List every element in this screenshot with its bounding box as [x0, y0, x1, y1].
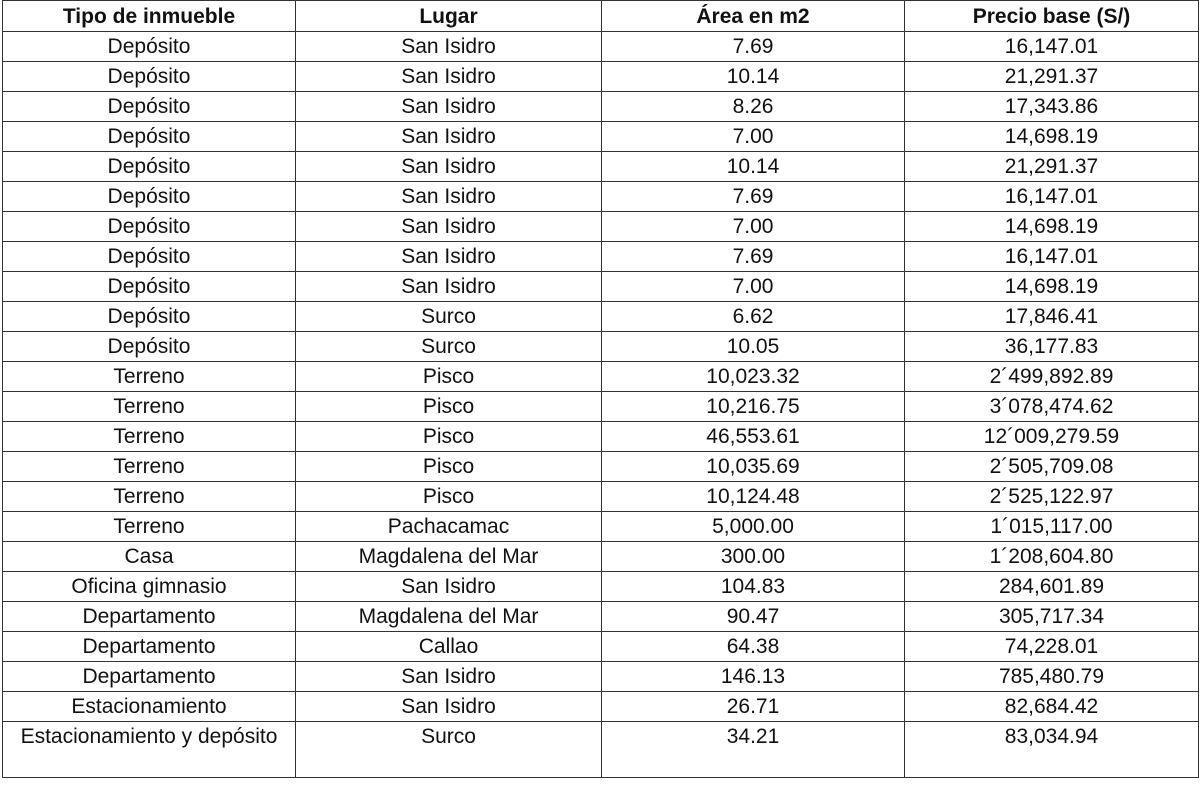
table-row — [3, 182, 1199, 212]
cell-area: 7.00 — [602, 272, 905, 302]
cell-lugar: San Isidro — [296, 62, 602, 92]
cell-area: 5,000.00 — [602, 512, 905, 542]
cell-area: 104.83 — [602, 572, 905, 602]
table-row — [3, 512, 1199, 542]
cell-area: 300.00 — [602, 542, 905, 572]
cell-area: 7.00 — [602, 122, 905, 152]
cell-precio: 16,147.01 — [905, 242, 1199, 272]
cell-precio: 83,034.94 — [905, 722, 1199, 778]
cell-area: 90.47 — [602, 602, 905, 632]
cell-lugar: Magdalena del Mar — [296, 542, 602, 572]
cell-tipo: Depósito — [3, 122, 296, 152]
cell-precio: 36,177.83 — [905, 332, 1199, 362]
cell-lugar: San Isidro — [296, 272, 602, 302]
cell-tipo: Terreno — [3, 362, 296, 392]
cell-precio: 82,684.42 — [905, 692, 1199, 722]
cell-tipo: Terreno — [3, 392, 296, 422]
cell-tipo: Depósito — [3, 302, 296, 332]
table-row — [3, 572, 1199, 602]
cell-area: 10,216.75 — [602, 392, 905, 422]
table-row — [3, 452, 1199, 482]
table-row — [3, 632, 1199, 662]
cell-tipo: Estacionamiento y depósito — [3, 722, 296, 778]
table-row — [3, 272, 1199, 302]
cell-area: 10,023.32 — [602, 362, 905, 392]
cell-precio: 2´525,122.97 — [905, 482, 1199, 512]
cell-lugar: Surco — [296, 302, 602, 332]
cell-lugar: San Isidro — [296, 662, 602, 692]
cell-lugar: Surco — [296, 332, 602, 362]
table-row — [3, 602, 1199, 632]
cell-lugar: San Isidro — [296, 32, 602, 62]
table-row — [3, 362, 1199, 392]
cell-precio: 2´505,709.08 — [905, 452, 1199, 482]
cell-tipo: Casa — [3, 542, 296, 572]
cell-area: 10.14 — [602, 62, 905, 92]
table-row — [3, 662, 1199, 692]
cell-precio: 74,228.01 — [905, 632, 1199, 662]
cell-tipo: Depósito — [3, 242, 296, 272]
cell-lugar: San Isidro — [296, 572, 602, 602]
cell-precio: 2´499,892.89 — [905, 362, 1199, 392]
cell-precio: 16,147.01 — [905, 32, 1199, 62]
cell-tipo: Depósito — [3, 272, 296, 302]
cell-precio: 21,291.37 — [905, 62, 1199, 92]
cell-lugar: Pisco — [296, 452, 602, 482]
table-row — [3, 62, 1199, 92]
cell-tipo: Depósito — [3, 32, 296, 62]
cell-lugar: San Isidro — [296, 92, 602, 122]
header-tipo-de-inmueble: Tipo de inmueble — [3, 1, 296, 32]
cell-lugar: San Isidro — [296, 182, 602, 212]
cell-area: 10.05 — [602, 332, 905, 362]
table-header — [3, 1, 1199, 32]
cell-tipo: Estacionamiento — [3, 692, 296, 722]
cell-precio: 1´208,604.80 — [905, 542, 1199, 572]
cell-precio: 14,698.19 — [905, 272, 1199, 302]
cell-precio: 21,291.37 — [905, 152, 1199, 182]
cell-area: 10,124.48 — [602, 482, 905, 512]
cell-precio: 17,343.86 — [905, 92, 1199, 122]
cell-area: 7.69 — [602, 182, 905, 212]
cell-area: 46,553.61 — [602, 422, 905, 452]
table-row — [3, 212, 1199, 242]
table-row — [3, 422, 1199, 452]
table-row — [3, 692, 1199, 722]
table-row — [3, 152, 1199, 182]
cell-tipo: Terreno — [3, 452, 296, 482]
cell-tipo: Departamento — [3, 632, 296, 662]
cell-precio: 305,717.34 — [905, 602, 1199, 632]
table-row — [3, 332, 1199, 362]
cell-precio: 284,601.89 — [905, 572, 1199, 602]
table-row — [3, 542, 1199, 572]
cell-lugar: Pisco — [296, 392, 602, 422]
cell-tipo: Terreno — [3, 482, 296, 512]
cell-lugar: Pisco — [296, 422, 602, 452]
table-row — [3, 122, 1199, 152]
cell-area: 8.26 — [602, 92, 905, 122]
cell-tipo: Depósito — [3, 182, 296, 212]
cell-tipo: Departamento — [3, 602, 296, 632]
table-row — [3, 302, 1199, 332]
cell-lugar: Callao — [296, 632, 602, 662]
cell-precio: 14,698.19 — [905, 212, 1199, 242]
cell-precio: 1´015,117.00 — [905, 512, 1199, 542]
cell-tipo: Depósito — [3, 62, 296, 92]
header-precio-base: Precio base (S/) — [905, 1, 1199, 32]
cell-area: 34.21 — [602, 722, 905, 778]
cell-tipo: Depósito — [3, 92, 296, 122]
cell-precio: 16,147.01 — [905, 182, 1199, 212]
cell-lugar: Pisco — [296, 482, 602, 512]
header-row — [3, 1, 1199, 32]
cell-area: 7.69 — [602, 32, 905, 62]
cell-lugar: Magdalena del Mar — [296, 602, 602, 632]
cell-precio: 17,846.41 — [905, 302, 1199, 332]
property-price-table — [2, 0, 1199, 778]
cell-tipo: Depósito — [3, 332, 296, 362]
cell-lugar: San Isidro — [296, 692, 602, 722]
cell-tipo: Depósito — [3, 152, 296, 182]
cell-area: 6.62 — [602, 302, 905, 332]
table-row — [3, 392, 1199, 422]
table-row — [3, 722, 1199, 778]
cell-area: 10,035.69 — [602, 452, 905, 482]
cell-lugar: Surco — [296, 722, 602, 778]
header-area: Área en m2 — [602, 1, 905, 32]
cell-lugar: San Isidro — [296, 122, 602, 152]
header-lugar: Lugar — [296, 1, 602, 32]
table-row — [3, 242, 1199, 272]
cell-lugar: San Isidro — [296, 212, 602, 242]
cell-tipo: Oficina gimnasio — [3, 572, 296, 602]
cell-area: 7.00 — [602, 212, 905, 242]
cell-precio: 785,480.79 — [905, 662, 1199, 692]
cell-tipo: Depósito — [3, 212, 296, 242]
cell-area: 26.71 — [602, 692, 905, 722]
table-body — [3, 32, 1199, 778]
table-row — [3, 482, 1199, 512]
table-row — [3, 92, 1199, 122]
cell-lugar: Pachacamac — [296, 512, 602, 542]
cell-area: 10.14 — [602, 152, 905, 182]
cell-lugar: San Isidro — [296, 152, 602, 182]
cell-precio: 12´009,279.59 — [905, 422, 1199, 452]
cell-precio: 3´078,474.62 — [905, 392, 1199, 422]
cell-lugar: San Isidro — [296, 242, 602, 272]
cell-tipo: Terreno — [3, 422, 296, 452]
cell-area: 7.69 — [602, 242, 905, 272]
cell-tipo: Departamento — [3, 662, 296, 692]
cell-area: 64.38 — [602, 632, 905, 662]
cell-lugar: Pisco — [296, 362, 602, 392]
cell-tipo: Terreno — [3, 512, 296, 542]
cell-precio: 14,698.19 — [905, 122, 1199, 152]
cell-area: 146.13 — [602, 662, 905, 692]
table-row — [3, 32, 1199, 62]
